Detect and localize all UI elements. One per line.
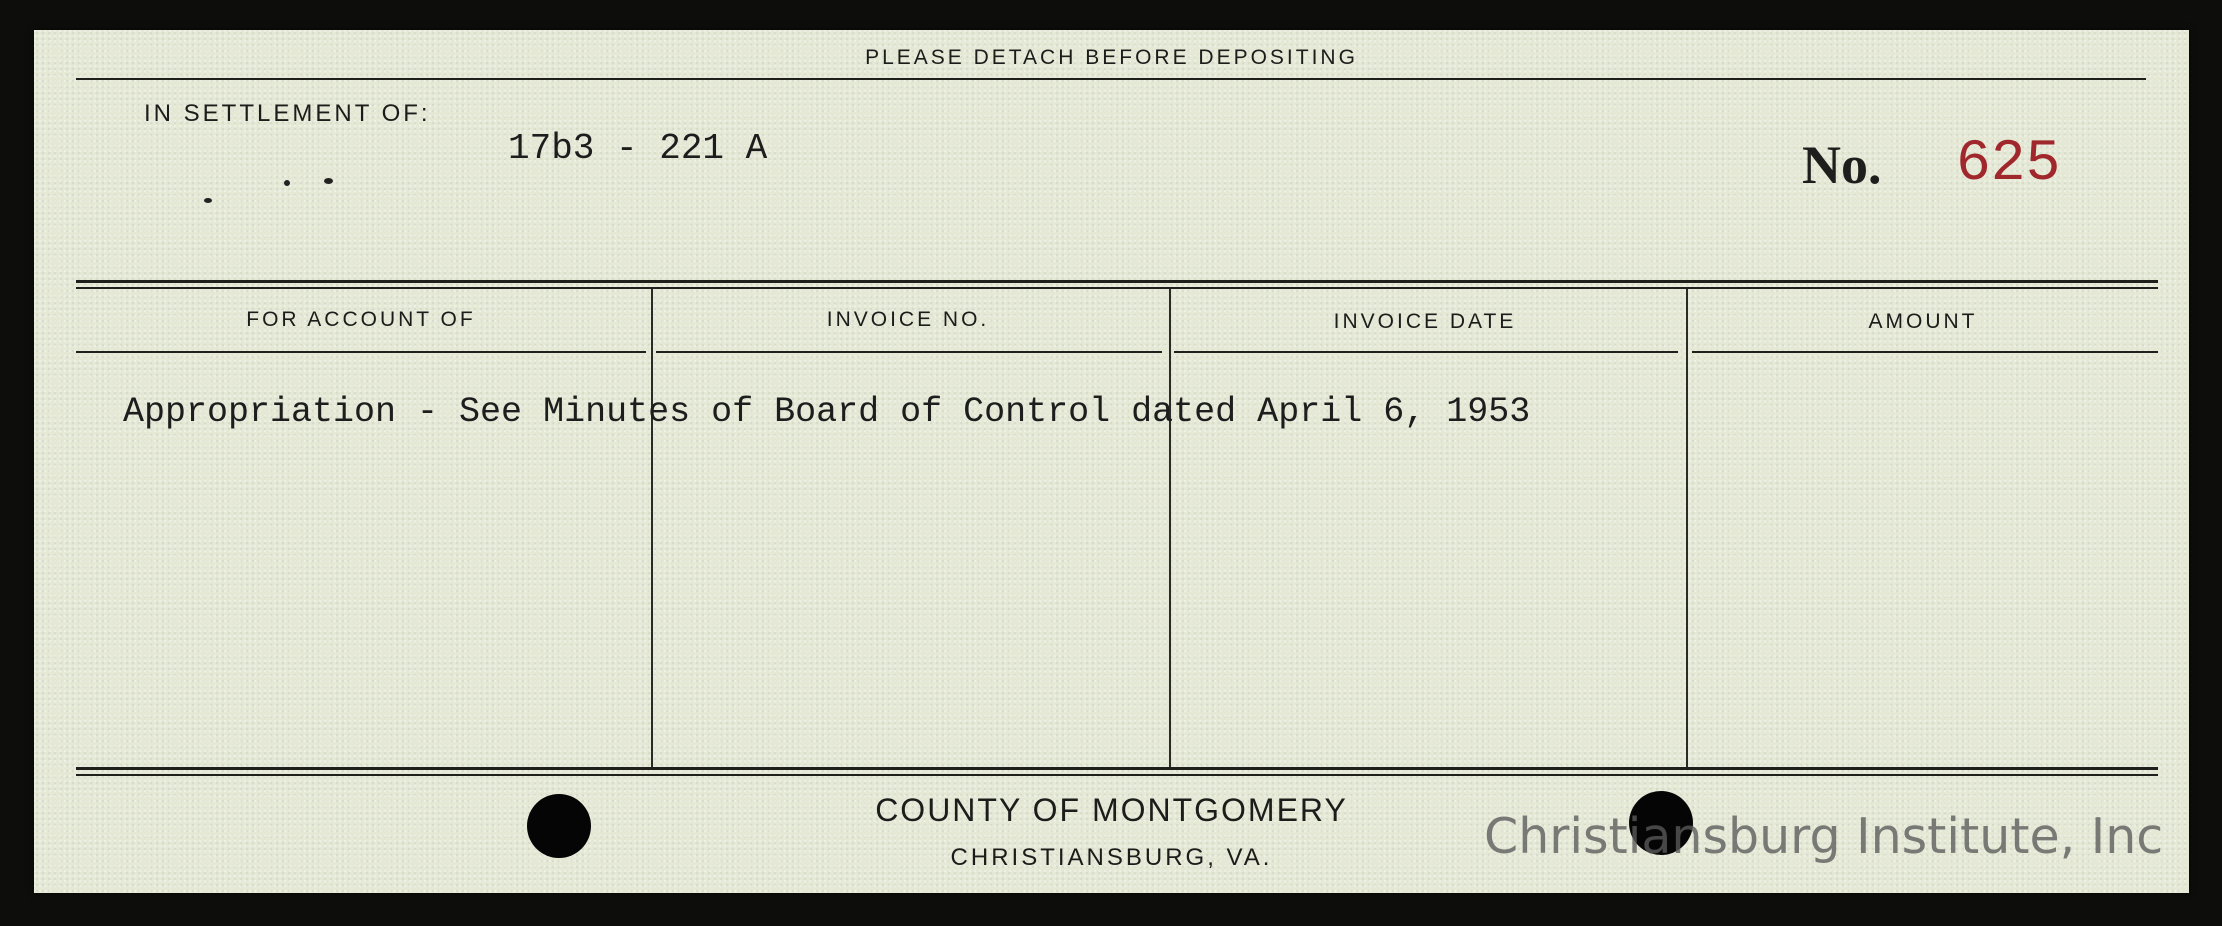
column-header-account: FOR ACCOUNT OF xyxy=(246,308,476,331)
account-entry: Appropriation - See Minutes of Board of Control dated April 6, 1953 xyxy=(123,392,1531,432)
table-bottom-rule-1 xyxy=(76,767,2158,770)
column-divider-2 xyxy=(1169,289,1171,767)
table-top-rule-1 xyxy=(76,280,2158,283)
table-top-rule-2 xyxy=(76,287,2158,289)
header-underline-amount xyxy=(1692,351,2158,353)
table-bottom-rule-2 xyxy=(76,774,2158,776)
ink-speck xyxy=(324,178,333,184)
column-header-invoice-date: INVOICE DATE xyxy=(1333,310,1517,333)
watermark-text: Christiansburg Institute, Inc xyxy=(1484,808,2164,865)
column-divider-3 xyxy=(1686,289,1688,767)
ink-speck xyxy=(284,180,290,186)
issuer-location: CHRISTIANSBURG, VA. xyxy=(950,844,1273,871)
header-underline-invoice-date xyxy=(1174,351,1678,353)
number-value: 625 xyxy=(1956,132,2061,197)
settlement-value: 17b3 - 221 A xyxy=(508,128,768,169)
top-rule xyxy=(76,78,2146,80)
punch-hole-left xyxy=(527,794,591,858)
ink-speck xyxy=(204,198,212,203)
number-label: No. xyxy=(1802,135,1882,195)
issuer-name: COUNTY OF MONTGOMERY xyxy=(875,792,1348,828)
header-underline-invoice-no xyxy=(656,351,1162,353)
column-header-invoice-no: INVOICE NO. xyxy=(826,308,990,331)
detach-notice: PLEASE DETACH BEFORE DEPOSITING xyxy=(865,46,1358,69)
column-divider-1 xyxy=(651,289,653,767)
deposit-stub xyxy=(34,30,2189,893)
header-underline-account xyxy=(76,351,646,353)
settlement-label: IN SETTLEMENT OF: xyxy=(144,100,431,127)
column-header-amount: AMOUNT xyxy=(1868,310,1978,333)
